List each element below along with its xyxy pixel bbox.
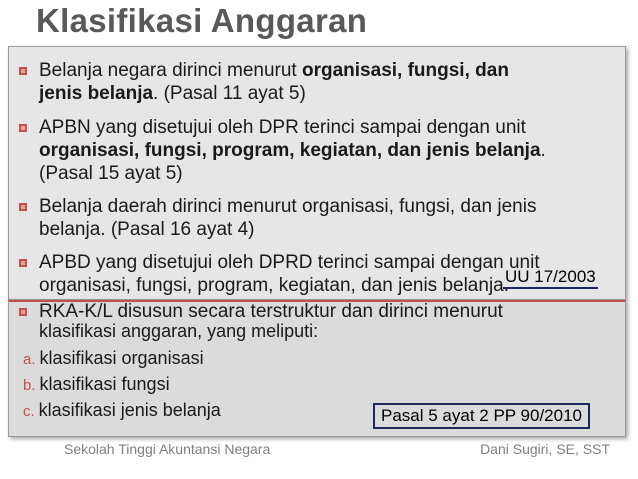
bullet-square-icon: [19, 203, 27, 211]
reference-uu: UU 17/2003: [503, 267, 598, 289]
top-content-box: [8, 46, 626, 300]
bullet-square-icon: [19, 259, 27, 267]
list-text: klasifikasi jenis belanja: [38, 400, 221, 420]
bullet-line: RKA-K/L disusun secara terstruktur dan dirinci menurut: [39, 301, 503, 322]
list-text: klasifikasi fungsi: [39, 374, 170, 394]
bullet-line: (Pasal 15 ayat 5): [39, 163, 183, 184]
list-letter: b.: [23, 377, 36, 394]
list-text: klasifikasi organisasi: [39, 348, 204, 368]
bullet-line: organisasi, fungsi, program, kegiatan, dan jenis belanja.: [39, 275, 510, 296]
bullet-line: Belanja daerah dirinci menurut organisasi, fungsi, dan jenis: [39, 196, 537, 217]
list-item-a: [23, 348, 204, 369]
reference-pp: Pasal 5 ayat 2 PP 90/2010: [373, 403, 590, 429]
slide-title: Klasifikasi Anggaran: [36, 2, 368, 39]
bold-span: organisasi, fungsi, program, kegiatan, dan jenis belanja: [39, 140, 541, 161]
list-item-c: [23, 400, 221, 421]
bullet-line: klasifikasi anggaran, yang meliputi:: [39, 321, 319, 341]
bullet-square-icon: [19, 67, 27, 75]
text-span: . (Pasal 11 ayat 5): [153, 83, 306, 104]
bullet-line: [39, 82, 306, 105]
text-span: Belanja negara dirinci menurut: [39, 60, 302, 81]
bold-span: organisasi, fungsi, dan: [302, 60, 509, 81]
list-letter: c.: [23, 403, 35, 420]
bullet-line: APBN yang disetujui oleh DPR terinci sampai dengan unit: [39, 117, 526, 138]
list-letter: a.: [23, 351, 36, 368]
footer-institution: Sekolah Tinggi Akuntansi Negara: [64, 441, 271, 457]
footer-author: Dani Sugiri, SE, SST: [480, 441, 610, 457]
bullet-square-icon: [19, 124, 27, 132]
bottom-content-box: [8, 300, 626, 437]
bullet-line: APBD yang disetujui oleh DPRD terinci sampai dengan unit: [39, 252, 540, 273]
list-item-b: [23, 374, 170, 395]
bullet-line: [39, 139, 546, 162]
text-span: .: [540, 140, 546, 161]
bold-span: jenis belanja: [39, 83, 154, 104]
bullet-line: belanja. (Pasal 16 ayat 4): [39, 219, 255, 240]
bullet-line: [39, 59, 509, 82]
bullet-square-icon: [19, 308, 27, 316]
